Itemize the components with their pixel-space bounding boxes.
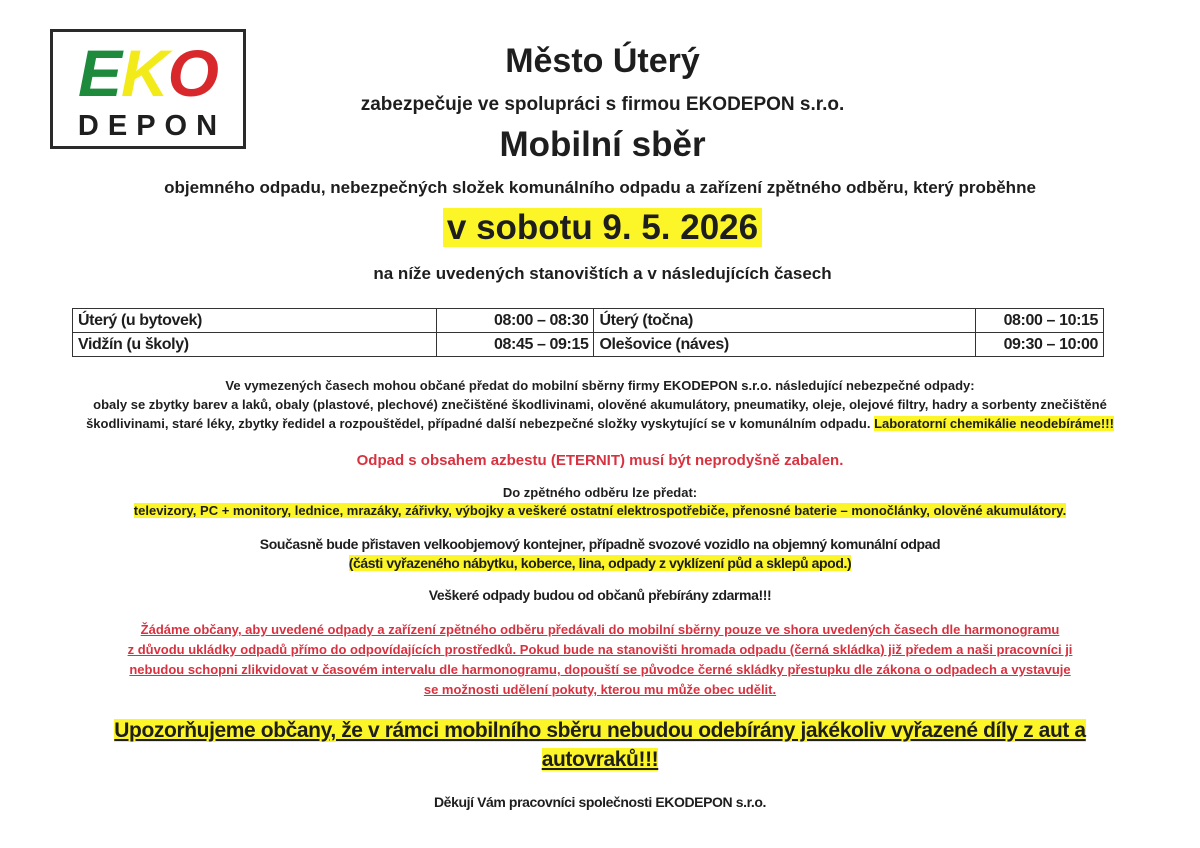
time: 08:45 – 09:15	[436, 333, 594, 357]
partner-line: zabezpečuje ve spolupráci s firmou EKODEPON s.r.o.	[360, 94, 845, 115]
place: Olešovice (náves)	[594, 333, 976, 357]
warning-line-2: z důvodu ukládky odpadů přímo do odpovídajících prostředků. Pokud bude na stanovišti hromada odpadu (černá skládka) již předem a naši pracovníci ji	[127, 642, 1073, 657]
takeback-items-text: televizory, PC + monitory, lednice, mrazáky, zářivky, výbojky a veškeré ostatní elektrospotřebiče, přenosné baterie – monočlánky, olověné akumulátory.	[133, 503, 1067, 518]
time: 08:00 – 10:15	[976, 309, 1104, 333]
takeback-heading: Do zpětného odběru lze předat:	[502, 485, 698, 500]
main-title: Mobilní sběr	[499, 125, 706, 164]
event-date-text: v sobotu 9. 5. 2026	[443, 208, 762, 247]
hazardous-list-1: obaly se zbytky barev a laků, obaly (plastové, plechové) znečištěné škodlivinami, olověné akumulátory, pneumatiky, oleje, olejové filtry, hadry a sorbenty znečištěné	[93, 397, 1107, 412]
logo-depon: DEPON	[77, 110, 227, 142]
subtitle: objemného odpadu, nebezpečných složek komunálního odpadu a zařízení zpětného odběru, který proběhne	[164, 178, 1036, 197]
logo-letter-k: K	[121, 36, 168, 110]
takeback-items	[0, 501, 1200, 520]
logo-letter-o: O	[167, 36, 219, 110]
container-items: (části vyřazeného nábytku, koberce, lina, odpady z vyklízení půd a sklepů apod.)	[348, 555, 852, 571]
asbestos-notice: Odpad s obsahem azbestu (ETERNIT) musí být neprodyšně zabalen.	[356, 452, 844, 469]
free-notice: Veškeré odpady budou od občanů přebírány zdarma!!!	[428, 587, 772, 603]
car-parts-notice-1	[0, 715, 1200, 747]
time: 09:30 – 10:00	[976, 333, 1104, 357]
hazardous-list-text: škodlivinami, staré léky, zbytky ředidel a rozpouštědel, případné další nebezpečné složky vyskytující se v komunálním odpadu.	[86, 416, 871, 431]
schedule-intro: na níže uvedených stanovištích a v následujících časech	[373, 264, 832, 283]
hazardous-list-2	[0, 414, 1200, 433]
warning-line-4: se možnosti udělení pokuty, kterou mu může obec udělit.	[423, 682, 777, 697]
time: 08:00 – 08:30	[436, 309, 594, 333]
lab-chemicals-notice: Laboratorní chemikálie neodebíráme!!!	[874, 416, 1114, 431]
warning-line-3: nebudou schopni zlikvidovat v časovém intervalu dle harmonogramu, dopouští se původce černé skládky přestupku dle zákona o odpadech a vystavuje	[129, 662, 1071, 677]
town-title: Město Úterý	[505, 42, 700, 80]
container-line-2	[0, 554, 1200, 573]
hazardous-intro: Ve vymezených časech mohou občané předat do mobilní sběrny firmy EKODEPON s.r.o. následující nebezpečné odpady:	[225, 378, 975, 393]
warning-line-1: Žádáme občany, aby uvedené odpady a zařízení zpětného odběru předávali do mobilní sběrny pouze ve shora uvedených časech dle harmonogramu	[140, 622, 1060, 637]
container-line-1: Současně bude přistaven velkoobjemový kontejner, případně svozové vozidlo na objemný komunální odpad	[259, 536, 941, 552]
car-parts-notice-2	[0, 744, 1200, 776]
table-row	[73, 309, 1104, 333]
car-parts-text-2: autovraků!!!	[541, 748, 659, 771]
schedule-table	[72, 308, 1104, 357]
thanks: Děkují Vám pracovníci společnosti EKODEPON s.r.o.	[433, 794, 767, 810]
place: Úterý (točna)	[594, 309, 976, 333]
place: Vidžín (u školy)	[73, 333, 437, 357]
table-row	[73, 333, 1104, 357]
place: Úterý (u bytovek)	[73, 309, 437, 333]
car-parts-text-1: Upozorňujeme občany, že v rámci mobilního sběru nebudou odebírány jakékoliv vyřazené díly z aut a	[114, 719, 1086, 742]
logo-letter-e: E	[77, 36, 121, 110]
event-date	[5, 208, 1200, 248]
